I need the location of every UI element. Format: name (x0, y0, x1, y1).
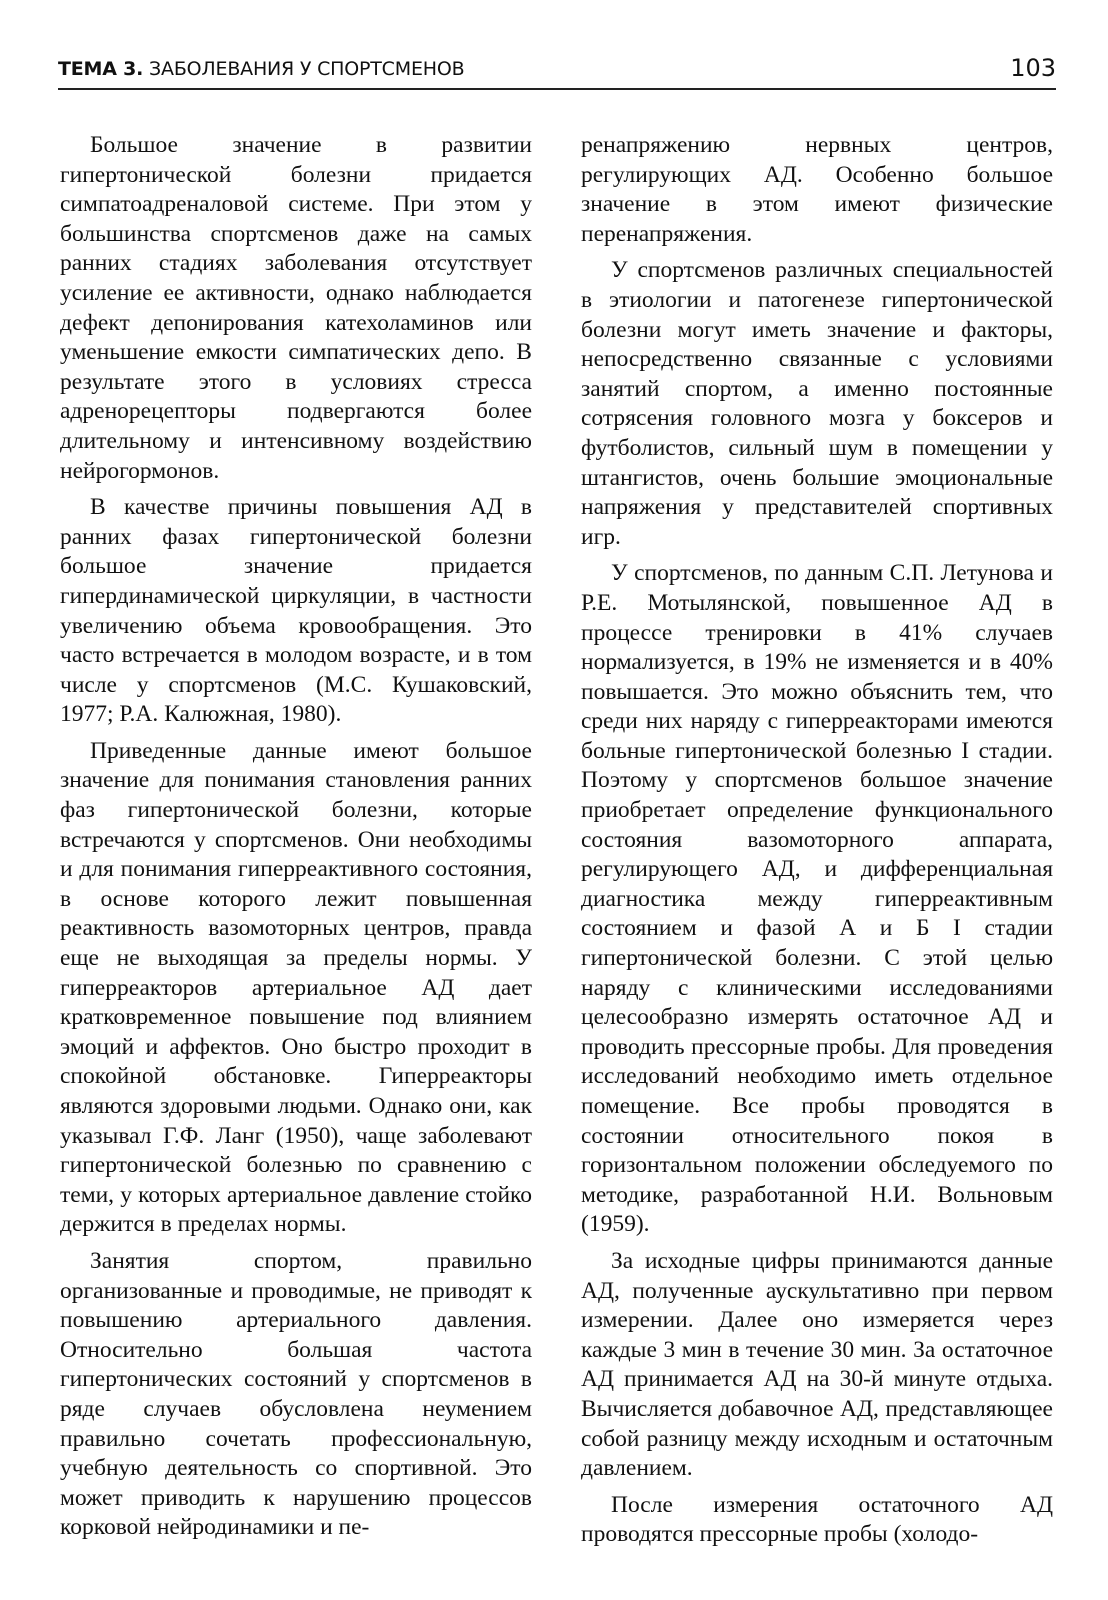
left-column (60, 131, 532, 1550)
paragraph: У спортсменов, по данным С.П. Летунова и Р.Е. Мотылянской, повышенное АД в процессе тренировки в 41% случаев нормализуется, в 19% не изменяется и в 40% повышается. Это можно объяснить тем, что среди них наряду с гиперреакторами имеются больные гипертонической болезнью I стадии. Поэтому у спортсменов большое значение приобретает определение функционального состояния вазомоторного аппарата, регулирующего АД, и дифференциальная диагностика между гиперреактивным состоянием и фазой А и Б I стадии гипертонической болезни. С этой целью наряду с клиническими исследованиями целесообразно измерять остаточное АД и проводить прессорные пробы. Для проведения исследований необходимо иметь отдельное помещение. Все пробы проводятся в состоянии относительного покоя в горизонтальном положении обследуемого по методике, разработанной Н.И. Вольновым (1959). (581, 560, 1053, 1238)
running-header (58, 54, 1056, 90)
paragraph: Большое значение в развитии гипертонической болезни придается симпатоадреналовой системе. При этом у большинства спортсменов даже на самых ранних стадиях заболевания отсутствует усиление ее активности, однако наблюдается дефект депонирования катехоламинов или уменьшение емкости симпатических депо. В результате этого в условиях стресса адренорецепторы подвергаются более длительному и интенсивному воздействию нейрогормонов. (60, 132, 532, 484)
paragraph-continued: ренапряжению нервных центров, регулирующих АД. Особенно большое значение в этом имеют физические перенапряжения. (581, 132, 1053, 247)
paragraph: В качестве причины повышения АД в ранних фазах гипертонической болезни большое значение придается гипердинамической циркуляции, в частности увеличению объема кровообращения. Это часто встречается в молодом возрасте, и в том числе у спортсменов (М.С. Кушаковский, 1977; Р.А. Калюжная, 1980). (60, 494, 532, 728)
section-name: ЗАБОЛЕВАНИЯ У СПОРТСМЕНОВ (143, 58, 465, 80)
right-column (581, 131, 1053, 1557)
paragraph: После измерения остаточного АД проводятся прессорные пробы (холодо- (581, 1491, 1053, 1548)
paragraph: У спортсменов различных специальностей в этиологии и патогенезе гипертонической болезни могут иметь значение и факторы, непосредственно связанные с условиями занятий спортом, а именно постоянные сотрясения головного мозга у боксеров и футболистов, сильный шум в помещении у штангистов, очень большие эмоциональные напряжения у представителей спортивных игр. (581, 257, 1053, 550)
paragraph: За исходные цифры принимаются данные АД, полученные аускультативно при первом измерении. Далее оно измеряется через каждые 3 мин в течение 30 мин. За остаточное АД принимается АД на 30-й минуте отдыха. Вычисляется добавочное АД, представляющее собой разницу между исходным и остаточным давлением. (581, 1247, 1053, 1482)
section-number: ТЕМА 3. (58, 58, 144, 80)
page-number: 103 (1010, 54, 1056, 82)
paragraph: Занятия спортом, правильно организованные и проводимые, не приводят к повышению артериального давления. Относительно большая частота гипертонических состояний у спортсменов в ряде случаев обусловлена неумением правильно сочетать профессиональную, учебную деятельность со спортивной. Это может приводить к нарушению процессов корковой нейродинамики и пе- (60, 1247, 532, 1541)
paragraph: Приведенные данные имеют большое значение для понимания становления ранних фаз гипертонической болезни, которые встречаются у спортсменов. Они необходимы и для понимания гиперреактивного состояния, в основе которого лежит повышенная реактивность вазомоторных центров, правда еще не выходящая за пределы нормы. У гиперреакторов артериальное АД дает кратковременное повышение под влиянием эмоций и аффектов. Оно быстро проходит в спокойной обстановке. Гиперреакторы являются здоровыми людьми. Однако они, как указывал Г.Ф. Ланг (1950), чаще заболевают гипертонической болезнью по сравнению с теми, у которых артериальное давление стойко держится в пределах нормы. (60, 737, 532, 1238)
section-title (58, 58, 464, 80)
